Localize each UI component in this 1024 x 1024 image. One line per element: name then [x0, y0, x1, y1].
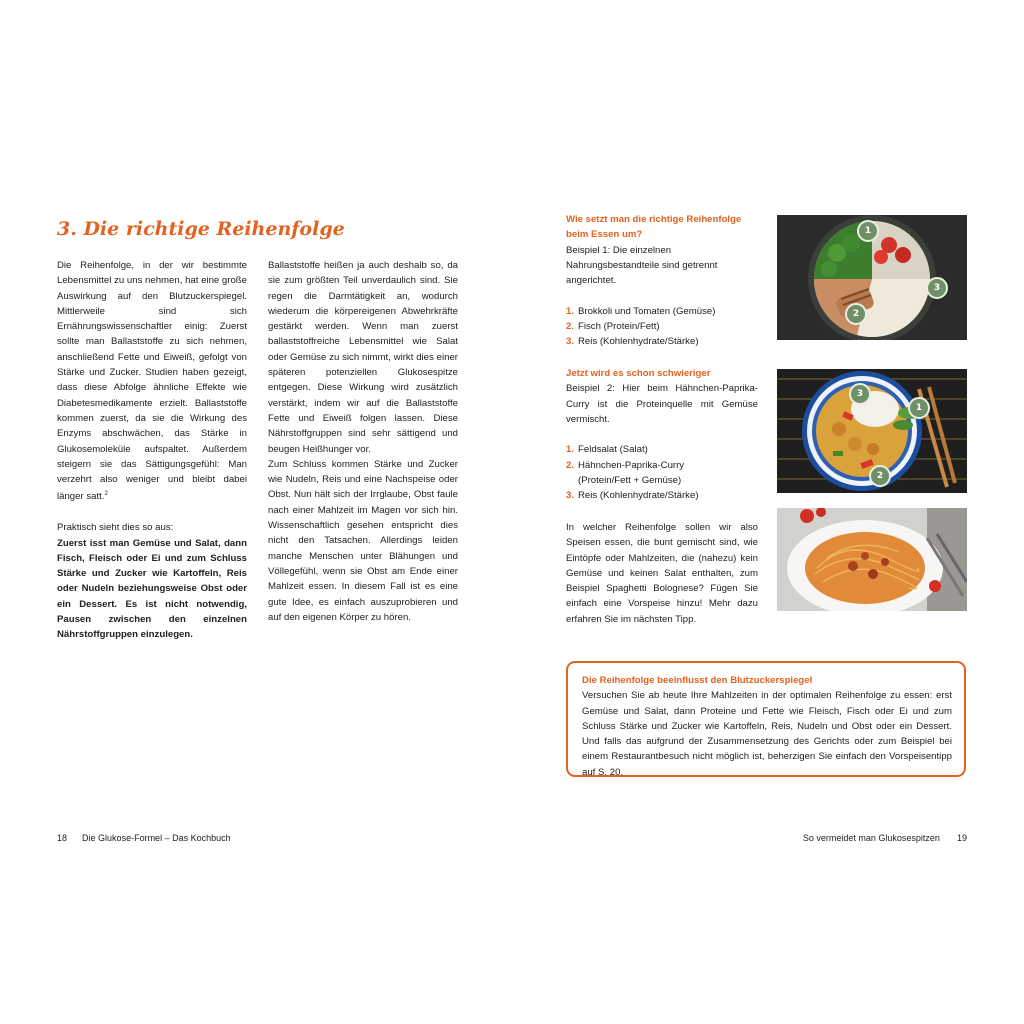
list-item: 2. Fisch (Protein/Fett): [566, 321, 660, 333]
section-heading: 3. Die richtige Reihenfolge: [57, 218, 345, 240]
example-1-list: [566, 304, 758, 350]
tip-title: Die Reihenfolge beeinflusst den Blutzuckerspiegel: [582, 675, 813, 686]
list-item: 3. Reis (Kohlenhydrate/Stärke): [566, 336, 699, 348]
photo-bowl-fish-rice: [777, 215, 967, 340]
badge-3: 3: [849, 383, 871, 405]
badge-2: 2: [869, 465, 891, 487]
page-number-right: 19: [956, 833, 967, 843]
badge-1: 1: [857, 220, 879, 242]
practical-intro: Praktisch sieht dies so aus:: [57, 522, 174, 534]
left-column-1: [57, 258, 247, 658]
example-2-list: [566, 442, 758, 503]
left-column-2: [268, 258, 458, 625]
intro-paragraph: Die Reihenfolge, in der wir bestimmte Lebensmittel zu uns nehmen, hat eine große Auswirkung auf den Blutzuckerspiegel. Mittlerweile sind sich Ernährungswissenschaftler einig: Zuerst sollte man Ballaststoffe zu sich nehmen, anschließend Fette und Eiweiß, gefolgt von Stärke und Zucker. Studien haben gezeigt, dass diese Abfolge ähnliche Effekte wie Diabetesmedikamente erzielt. Ballaststoffe kommen zuerst, da sie die Wirkung des Enzyms abschwächen, das Stärke in Glukosemoleküle aufspaltet. Außerdem steigern sie das Sättigungsgefühl: Man verzehrt also weniger und bleibt dabei länger satt.$^2$: [57, 260, 247, 503]
list-item: 1. Brokkoli und Tomaten (Gemüse): [566, 305, 716, 317]
chapter-title: So vermeidet man Glukosespitzen: [802, 833, 940, 843]
spaghetti-illustration: [777, 508, 967, 611]
list-item: 1. Feldsalat (Salat): [566, 444, 648, 456]
fiber-paragraph: Ballaststoffe heißen ja auch deshalb so, da sie zum größten Teil unverdaulich sind. Sie regen die Darmtätigkeit an, wodurch wiederum die körpereigenen Abwehrkräfte gestärkt werden. Wenn man zuerst ballaststoffreiche Lebensmittel wie Salat oder Gemüse zu sich nimmt, wirkt dies einer späteren potenziellen Glukosespitze entgegen. Diese Wirkung wird zusätzlich verstärkt, indem wir auf die Ballaststoffe Fette und Eiweiß folgen lassen. Diese Nährstoffgruppen sind sehr sättigend und beugen Heißhunger vor.: [268, 260, 458, 455]
photo-chicken-curry: [777, 369, 967, 493]
final-course-paragraph: Zum Schluss kommen Stärke und Zucker wie Nudeln, Reis und eine Nachspeise oder Obst. Nun hält sich der Irrglaube, Obst faule nach einer Mahlzeit im Magen vor sich hin. Wissenschaftlich gesehen entspricht dies nicht den Tatsachen. Allerdings leiden manche Menschen unter Blähungen und Völlegefühl, wenn sie Obst am Ende einer Mahlzeit essen. In diesem Fall ist es eine gute Idee, es einfach auszuprobieren und auf den eigenen Körper zu hören.: [268, 458, 458, 623]
example-1-block: [566, 212, 758, 350]
example-2-title: Jetzt wird es schon schwieriger: [566, 368, 711, 379]
practical-summary: Zuerst isst man Gemüse und Salat, dann Fisch, Fleisch oder Ei und zum Schluss Stärke und Zucker wie Kartoffeln, Reis oder Nudeln beziehungsweise Obst oder ein Dessert. Es ist nicht notwendig, Pausen zwischen den einzelnen Nährstoffgruppen einzulegen.: [57, 537, 247, 641]
list-item-continuation: (Protein/Fett + Gemüse): [578, 475, 682, 487]
badge-1: 1: [908, 397, 930, 419]
example-2-text: Beispiel 2: Hier beim Hähnchen-Paprika-Curry ist die Proteinquelle mit Gemüse vermischt.: [566, 383, 758, 425]
badge-2: 2: [845, 303, 867, 325]
book-title: Die Glukose-Formel – Das Kochbuch: [82, 833, 231, 843]
badge-3: 3: [926, 277, 948, 299]
example-2-block: [566, 366, 758, 504]
example-1-title: Wie setzt man die richtige Reihenfolge beim Essen um?: [566, 214, 742, 241]
page-number-left: 18: [57, 833, 68, 843]
footnote-mark: 2: [104, 491, 108, 498]
footer-right: [803, 833, 967, 843]
list-item: 2. Hähnchen-Paprika-Curry: [566, 459, 685, 471]
example-1-text: Beispiel 1: Die einzelnen Nahrungsbestandteile sind getrennt angerichtet.: [566, 244, 718, 287]
mixed-dishes-text: In welcher Reihenfolge sollen wir also Speisen essen, die bunt gemischt sind, wie Eintöpfe oder Mahlzeiten, die (nahezu) kein Gemüse und keinen Salat enthalten, zum Beispiel Spaghetti Bolognese? Fügen Sie einfach eine Vorspeise hinzu! Mehr dazu erfahren Sie im nächsten Tipp.: [566, 522, 758, 625]
tip-text: Versuchen Sie ab heute Ihre Mahlzeiten in der optimalen Reihenfolge zu essen: erst Gemüse und Salat, dann Proteine und Fette wie Fleisch, Fisch oder Ei und zum Schluss Stärke und Zucker wie Kartoffeln, Reis, Nudeln und Obst oder ein Dessert. Und falls das aufgrund der Zusammensetzung des Gerichts oder zum Beispiel bei einem Restaurantbesuch nicht möglich ist, beherzigen Sie einfach den Vorspeisentipp auf S. 20.: [582, 690, 952, 778]
list-item: 3. Reis (Kohlenhydrate/Stärke): [566, 490, 699, 502]
tip-box: [566, 661, 966, 777]
mixed-dishes-block: [566, 520, 758, 627]
photo-spaghetti-bolognese: [777, 508, 967, 611]
footer-left: [57, 833, 231, 843]
